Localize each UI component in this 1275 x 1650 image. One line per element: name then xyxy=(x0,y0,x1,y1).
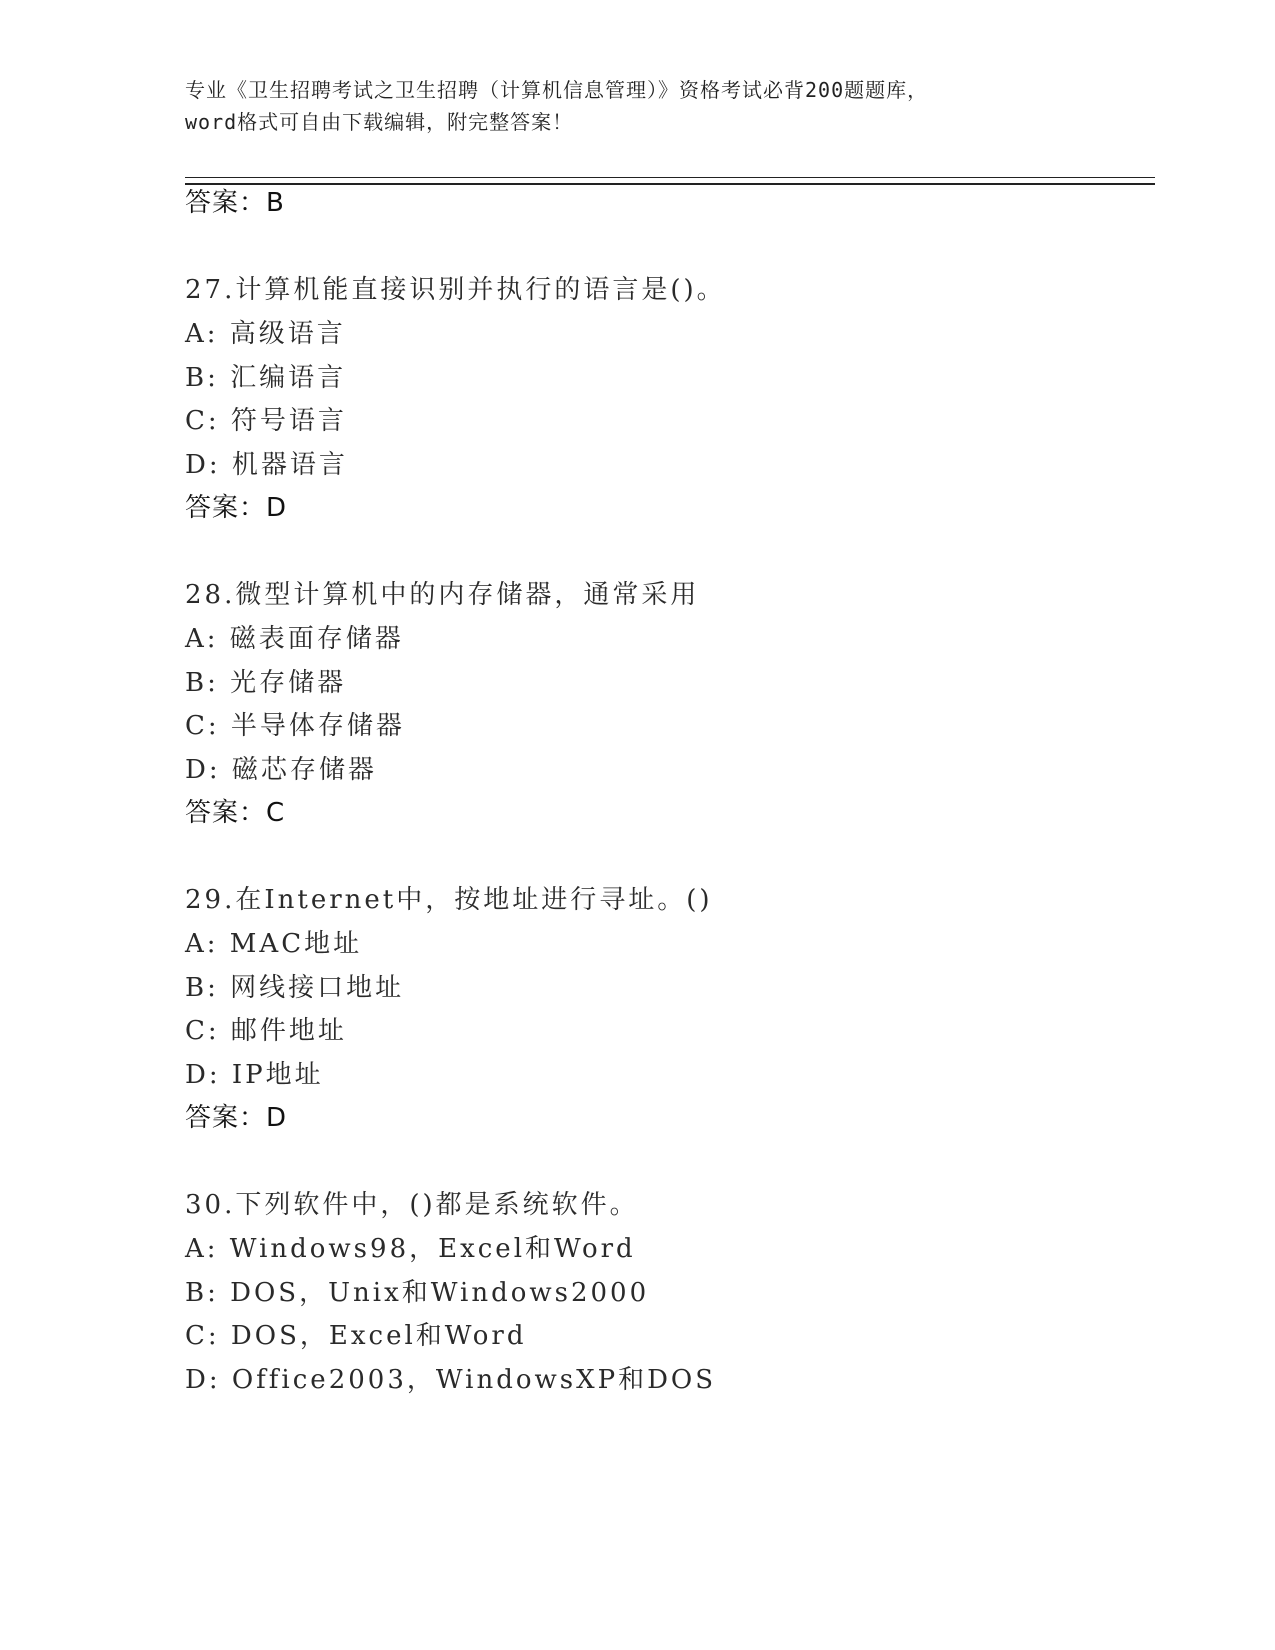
option-b: B: 汇编语言 xyxy=(185,363,347,393)
option-a: A: Windows98，Excel和Word xyxy=(185,1234,636,1264)
option-d: D: 磁芯存储器 xyxy=(185,755,377,785)
option-b: B: 网线接口地址 xyxy=(185,973,405,1003)
question-stem: 29.在Internet中，按地址进行寻址。() xyxy=(185,885,713,915)
option-d: D: IP地址 xyxy=(185,1060,324,1090)
option-c: C: 邮件地址 xyxy=(185,1016,347,1046)
header-line-2: word格式可自由下载编辑，附完整答案！ xyxy=(185,110,574,134)
option-a: A: MAC地址 xyxy=(185,929,363,959)
option-d: D: 机器语言 xyxy=(185,450,348,480)
option-a: A: 高级语言 xyxy=(185,319,346,349)
option-c: C: DOS，Excel和Word xyxy=(185,1321,527,1351)
question-stem: 30.下列软件中，()都是系统软件。 xyxy=(185,1190,639,1220)
header-divider xyxy=(185,177,1155,185)
answer-line: 答案：D xyxy=(185,493,288,523)
option-b: B: DOS，Unix和Windows2000 xyxy=(185,1278,650,1308)
answer-line: 答案：D xyxy=(185,1103,288,1133)
option-c: C: 符号语言 xyxy=(185,406,347,436)
answer-line: 答案：C xyxy=(185,798,286,828)
header-line-1: 专业《卫生招聘考试之卫生招聘（计算机信息管理）》资格考试必背200题题库， xyxy=(185,78,929,102)
option-c: C: 半导体存储器 xyxy=(185,711,405,741)
question-stem: 28.微型计算机中的内存储器，通常采用 xyxy=(185,580,700,610)
document-header xyxy=(185,74,1085,138)
option-a: A: 磁表面存储器 xyxy=(185,624,404,654)
option-b: B: 光存储器 xyxy=(185,668,347,698)
question-stem: 27.计算机能直接识别并执行的语言是()。 xyxy=(185,275,726,305)
answer-line: 答案：B xyxy=(185,188,285,218)
option-d: D: Office2003，WindowsXP和DOS xyxy=(185,1365,717,1395)
